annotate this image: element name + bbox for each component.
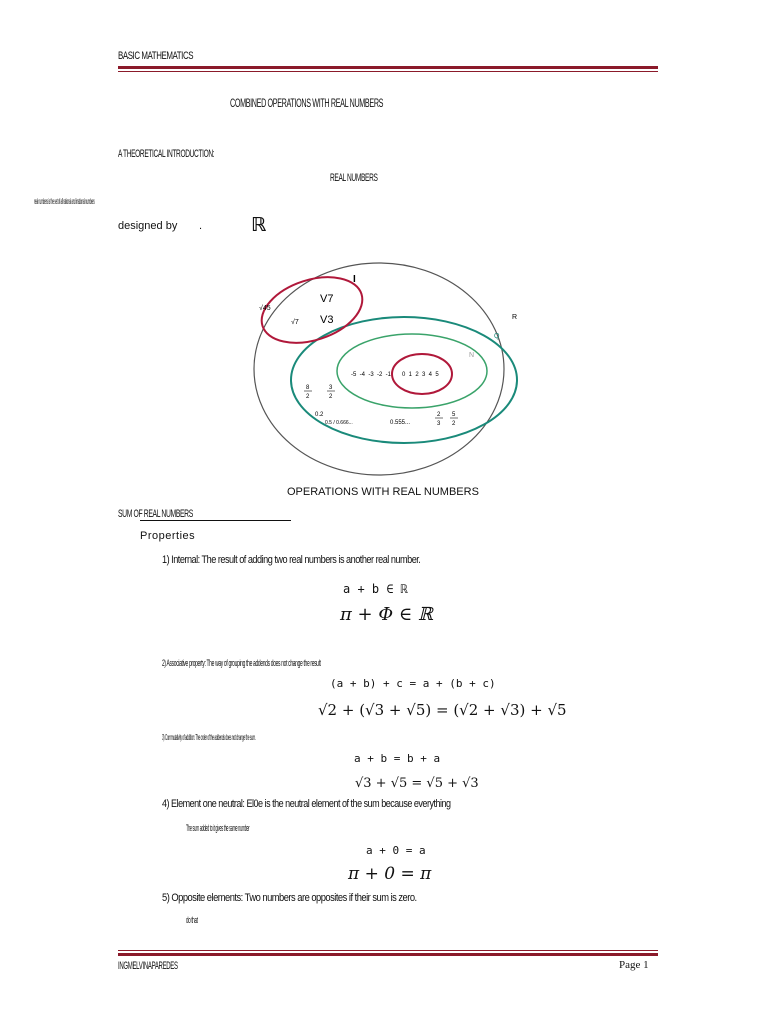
footer-rule-thick	[118, 953, 658, 956]
operations-title: OPERATIONS WITH REAL NUMBERS	[287, 486, 479, 498]
label-Q: Q	[494, 333, 500, 340]
dec-a: 0.2	[315, 412, 324, 418]
integer-set-ellipse	[337, 334, 487, 408]
property-4-continuation: The sum added to it gives the same number	[186, 823, 250, 833]
property-2-eq1: (a + b) + c = a + (b + c)	[330, 677, 496, 690]
integers-list: -5 -4 -3 -2 -1	[351, 372, 392, 378]
label-I: I	[353, 274, 356, 285]
dec-c: 0.555...	[390, 420, 411, 426]
subheading-real-numbers: REAL NUMBERS	[330, 172, 378, 184]
footer-page-number: Page 1	[619, 959, 649, 971]
irr-b: √7	[291, 319, 299, 326]
property-3-eq2: √3 + √5 = √5 + √3	[355, 776, 479, 791]
naturals-list: 0 1 2 3 4 5	[402, 372, 439, 378]
frac-c-num: 2	[437, 412, 441, 418]
irr-c: V7	[320, 293, 334, 305]
footer-rule-thin	[118, 950, 658, 951]
frac-c-den: 3	[437, 421, 441, 427]
property-5-text: 5) Opposite elements: Two numbers are opposites if their sum is zero.	[162, 892, 417, 904]
property-4-eq1: a + 0 = a	[366, 844, 426, 857]
frac-a-num: 8	[306, 385, 310, 391]
sum-heading: SUM OF REAL NUMBERS	[118, 508, 193, 520]
property-1-eq2: π + Φ ∈ ℝ	[340, 604, 433, 625]
intro-line: real numbers is the set of all rational and irrational numbers	[34, 197, 95, 206]
property-4-text: 4) Element one neutral: El0e is the neutral element of the sum because everything	[162, 798, 451, 810]
label-R: R	[512, 314, 518, 321]
section-heading: A THEORETICAL INTRODUCTION:	[118, 148, 215, 160]
property-4-eq2: π + 0 = π	[348, 864, 432, 884]
header-rule-thin	[118, 71, 658, 72]
property-3-eq1: a + b = b + a	[354, 752, 441, 765]
real-set-symbol: ℝ	[251, 214, 267, 236]
property-2-eq2: √2 + (√3 + √5) = (√2 + √3) + √5	[318, 701, 567, 719]
property-2-text: 2) Associative property: The way of grouping the addends does not change the result	[162, 658, 321, 668]
designed-dot: .	[199, 220, 203, 232]
property-3-text: 3) Commutativity of addition: The order of the addends does not change the sum.	[162, 733, 256, 742]
properties-label: Properties	[140, 530, 196, 542]
dec-b: 0.5 / 0.666...	[325, 420, 353, 426]
frac-a-den: 2	[306, 394, 310, 400]
irr-a: √45	[259, 305, 271, 312]
real-set-ellipse	[254, 263, 504, 475]
header-title: BASIC MATHEMATICS	[118, 50, 194, 62]
property-1-eq1: a + b ∈ ℝ	[343, 582, 409, 596]
frac-d-num: 5	[452, 412, 456, 418]
property-1-text: 1) Internal: The result of adding two real numbers is another real number.	[162, 554, 421, 566]
frac-b-num: 3	[329, 385, 333, 391]
irr-d: V3	[320, 314, 334, 326]
frac-b-den: 2	[329, 394, 333, 400]
property-5-continuation: do that	[186, 915, 198, 925]
real-numbers-venn-diagram	[240, 258, 530, 480]
main-title: COMBINED OPERATIONS WITH REAL NUMBERS	[230, 96, 384, 110]
header-rule-thick	[118, 66, 658, 69]
footer-author: INGMELVINAPAREDES	[118, 960, 178, 972]
frac-d-den: 2	[452, 421, 456, 427]
label-N: N	[469, 352, 475, 359]
designed-by: designed by	[118, 220, 178, 232]
sum-heading-underline	[140, 520, 291, 521]
